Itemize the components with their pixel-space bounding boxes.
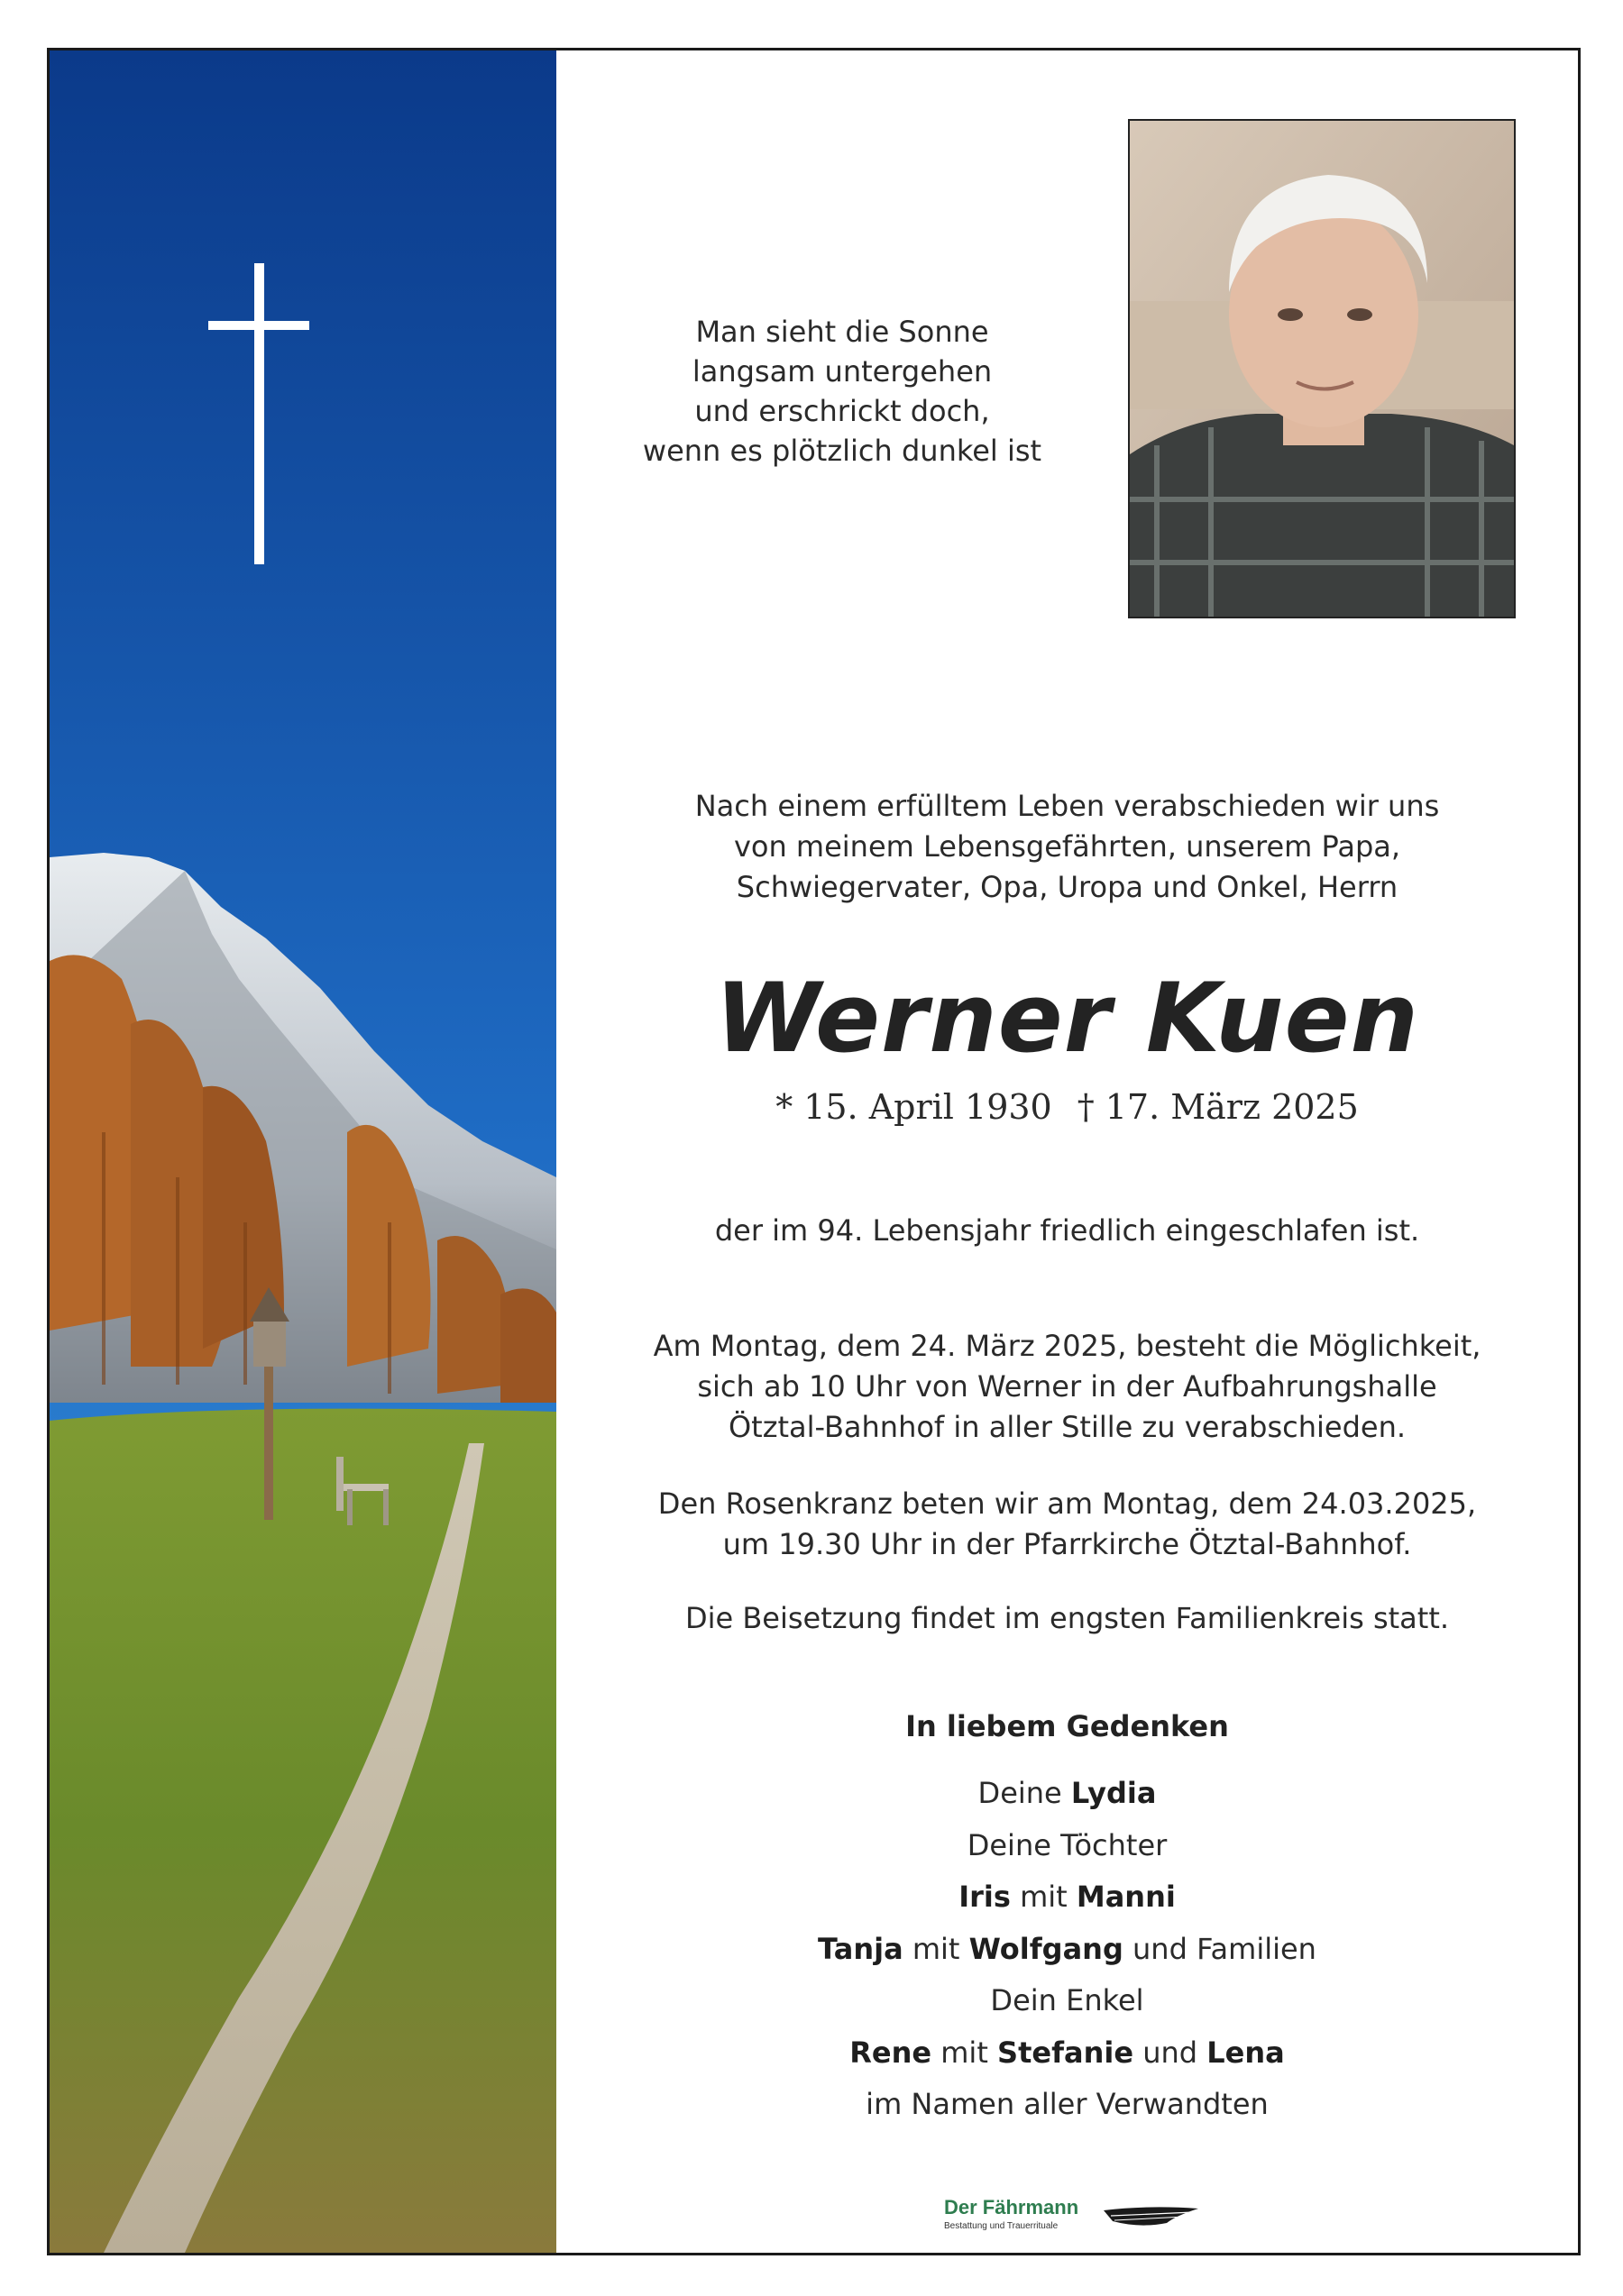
rosary-line: Den Rosenkranz beten wir am Montag, dem 24.03.2025, [657,1486,1477,1521]
memory-heading: In liebem Gedenken [905,1709,1229,1743]
intro-line: von meinem Lebensgefährten, unserem Papa, [733,829,1401,864]
viewing-info [556,1326,1578,1448]
poem-line: wenn es plötzlich dunkel ist [642,434,1042,468]
poem-line: Man sieht die Sonne [695,315,989,349]
obituary-card [47,48,1581,2255]
family-line: Dein Enkel [990,1983,1144,2017]
burial-info: Die Beisetzung findet im engsten Familienkreis statt. [684,1601,1450,1635]
boat-icon [1104,2203,1198,2230]
viewing-line: sich ab 10 Uhr von Werner in der Aufbahrungshalle [697,1369,1437,1404]
rosary-line: um 19.30 Uhr in der Pfarrkirche Ötztal-Bahnhof. [722,1527,1412,1561]
poem-line: und erschrickt doch, [694,394,990,428]
deceased-name: Werner Kuen [714,963,1419,1074]
logo-title: Der Fährmann [944,2196,1079,2218]
poem [556,312,1128,471]
rosary-info [556,1484,1578,1565]
viewing-line: Ötztal-Bahnhof in aller Stille zu verabschieden. [728,1410,1407,1444]
viewing-line: Am Montag, dem 24. März 2025, besteht die Möglichkeit, [653,1329,1481,1363]
portrait-photo [1128,119,1516,618]
funeral-home-logo [944,2196,1206,2250]
poem-line: langsam untergehen [692,354,993,389]
birth-symbol: * [775,1087,793,1127]
intro-text [556,786,1578,908]
death-symbol: † [1077,1087,1095,1127]
obituary-text-area [556,50,1578,2253]
family-line: Tanja mit Wolfgang und Familien [818,1931,1316,1966]
family-line: Deine Lydia [977,1776,1157,1810]
logo-subtitle: Bestattung und Trauerrituale [944,2221,1059,2231]
family-line: Rene mit Stefanie und Lena [849,2035,1285,2070]
family-line: Iris mit Manni [958,1880,1176,1914]
family-line: Deine Töchter [967,1827,1168,1862]
death-date: 17. März 2025 [1105,1087,1359,1127]
birth-date: 15. April 1930 [803,1087,1052,1127]
age-line: der im 94. Lebensjahr friedlich eingeschlafen ist. [714,1213,1420,1248]
intro-line: Schwiegervater, Opa, Uropa und Onkel, Herrn [736,870,1398,904]
life-dates [556,1087,1578,1127]
intro-line: Nach einem erfülltem Leben verabschieden wir uns [694,789,1440,823]
landscape-image [50,50,556,2253]
family-list [556,1768,1578,2131]
family-line: im Namen aller Verwandten [866,2087,1269,2121]
